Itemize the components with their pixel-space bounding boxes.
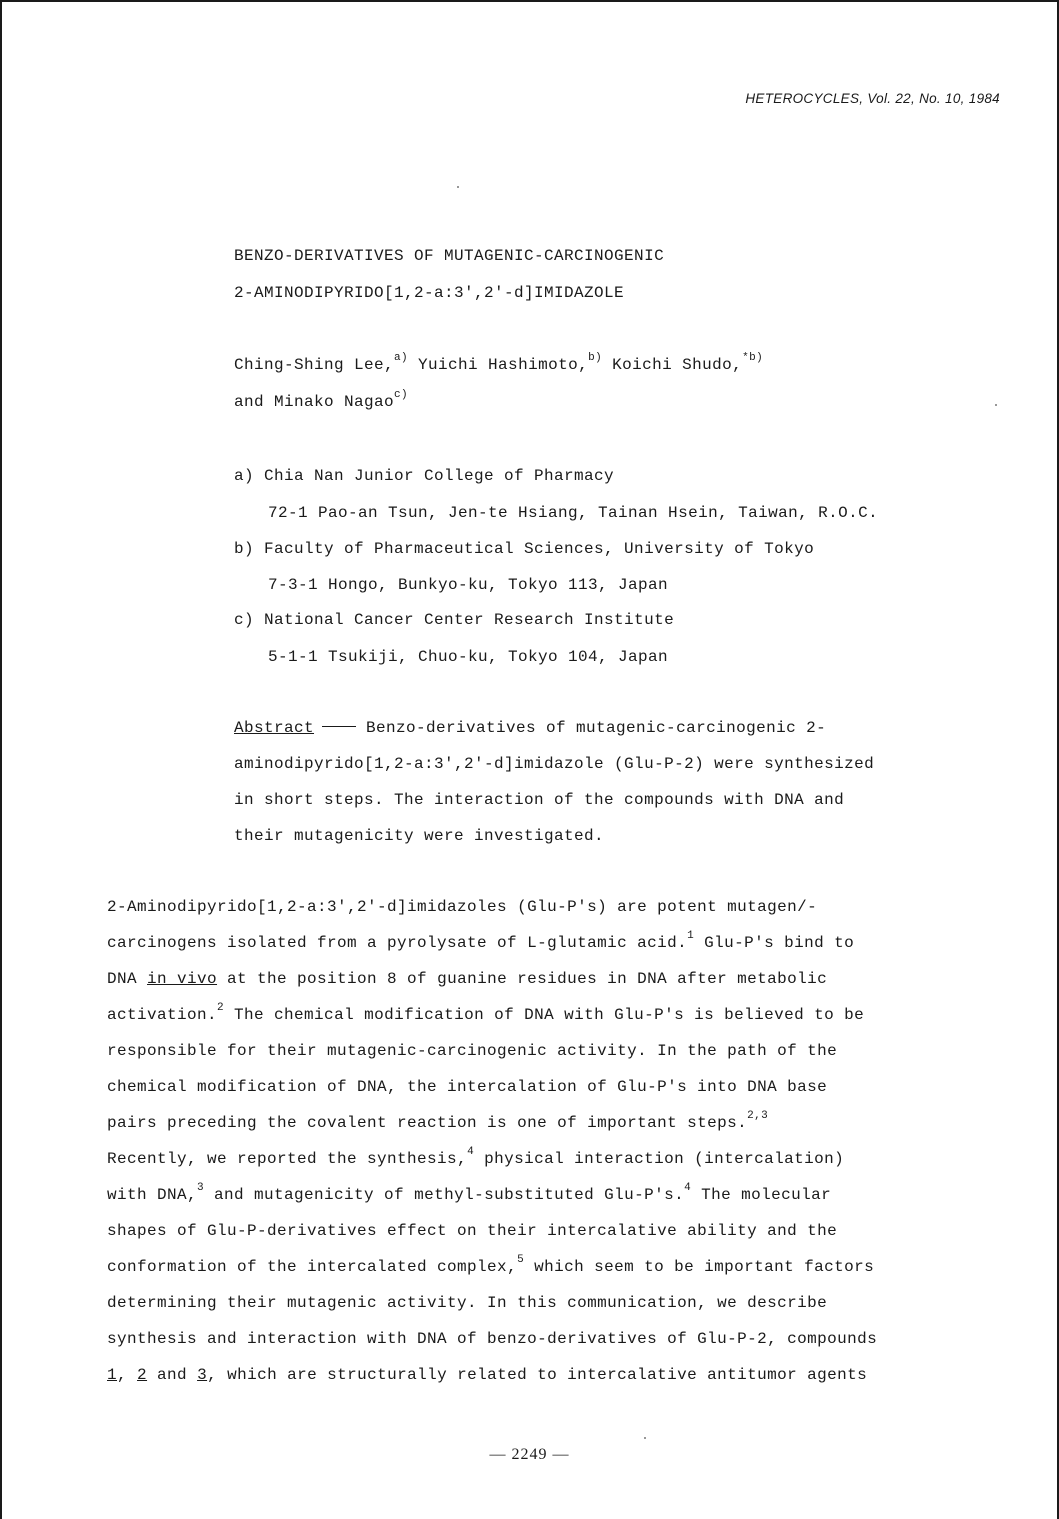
body-line-4-text: activation.: [107, 1006, 218, 1024]
page-number: — 2249 —: [489, 1446, 570, 1463]
body-line-4-text-b: The chemical modification of DNA with Glu-P's is believed to be: [224, 1006, 865, 1024]
page-border-top: [0, 0, 1059, 2]
compound-2: 2: [137, 1366, 148, 1384]
author-shudo: Koichi Shudo,: [602, 356, 743, 374]
citation-3: 3: [197, 1182, 205, 1194]
body-line-13: synthesis and interaction with DNA of benzo-derivatives of Glu-P-2, compounds: [107, 1330, 878, 1348]
abstract-text-1: Benzo-derivatives of mutagenic-carcinogenic 2-: [366, 719, 827, 737]
compound-1: 1: [107, 1366, 118, 1384]
body-line-3: [107, 970, 827, 988]
body-line-11: [107, 1254, 875, 1276]
abstract-line-2: aminodipyrido[1,2-a:3',2'-d]imidazole (Glu-P-2) were synthesized: [234, 755, 875, 773]
body-line-12: determining their mutagenic activity. In this communication, we describe: [107, 1294, 828, 1312]
affiliation-c-address: 5-1-1 Tsukiji, Chuo-ku, Tokyo 104, Japan: [268, 648, 669, 666]
body-line-14-sep-b: and: [147, 1366, 198, 1384]
citation-5: 5: [517, 1254, 525, 1266]
citation-4: 4: [467, 1146, 475, 1158]
body-line-11-text: conformation of the intercalated complex,: [107, 1258, 518, 1276]
journal-header: HETEROCYCLES, Vol. 22, No. 10, 1984: [745, 91, 1000, 106]
body-line-7-text: pairs preceding the covalent reaction is one of important steps.: [107, 1114, 748, 1132]
body-line-14: [107, 1366, 867, 1384]
citation-2-3: 2,3: [747, 1110, 769, 1122]
abstract-line-1: [234, 719, 826, 737]
affiliation-c-name: c) National Cancer Center Research Institute: [234, 611, 675, 629]
body-line-6: chemical modification of DNA, the intercalation of Glu-P's into DNA base: [107, 1078, 828, 1096]
author-nagao-affil: c): [394, 389, 409, 401]
body-line-9: [107, 1182, 832, 1204]
body-line-8-text: Recently, we reported the synthesis,: [107, 1150, 468, 1168]
body-line-11-text-b: which seem to be important factors: [524, 1258, 875, 1276]
citation-2: 2: [217, 1002, 225, 1014]
scan-speck: [457, 186, 459, 188]
title-line-1: BENZO-DERIVATIVES OF MUTAGENIC-CARCINOGENIC: [234, 247, 665, 265]
body-line-9-text-c: The molecular: [691, 1186, 832, 1204]
body-line-3-text: DNA: [107, 970, 148, 988]
body-line-7: [107, 1110, 769, 1132]
affiliation-b-address: 7-3-1 Hongo, Bunkyo-ku, Tokyo 113, Japan: [268, 576, 669, 594]
body-line-4: [107, 1002, 865, 1024]
author-lee-affil: a): [394, 352, 409, 364]
affiliation-a-name: a) Chia Nan Junior College of Pharmacy: [234, 467, 615, 485]
author-shudo-affil: *b): [742, 352, 764, 364]
title-line-2: 2-AMINODIPYRIDO[1,2-a:3',2'-d]IMIDAZOLE: [234, 284, 625, 302]
citation-4b: 4: [684, 1182, 692, 1194]
citation-1: 1: [687, 930, 695, 942]
body-line-5: responsible for their mutagenic-carcinogenic activity. In the path of the: [107, 1042, 838, 1060]
author-lee: Ching-Shing Lee,: [234, 356, 395, 374]
author-nagao: and Minako Nagao: [234, 393, 395, 411]
author-line-1: [234, 352, 764, 374]
page-border-left: [0, 0, 2, 1519]
author-line-2: [234, 389, 409, 411]
author-hashimoto: Yuichi Hashimoto,: [408, 356, 589, 374]
compound-3: 3: [197, 1366, 208, 1384]
in-vivo-term: in vivo: [147, 970, 218, 988]
affiliation-b-name: b) Faculty of Pharmaceutical Sciences, University of Tokyo: [234, 540, 815, 558]
abstract-label: Abstract: [234, 719, 315, 737]
body-line-2-text: carcinogens isolated from a pyrolysate of L-glutamic acid.: [107, 934, 688, 952]
body-line-8: [107, 1146, 845, 1168]
body-line-2-text-b: Glu-P's bind to: [694, 934, 855, 952]
body-line-2: [107, 930, 855, 952]
body-line-10: shapes of Glu-P-derivatives effect on their intercalative ability and the: [107, 1222, 838, 1240]
affiliation-a-address: 72-1 Pao-an Tsun, Jen-te Hsiang, Tainan Hsein, Taiwan, R.O.C.: [268, 504, 879, 522]
author-hashimoto-affil: b): [588, 352, 603, 364]
body-line-1: 2-Aminodipyrido[1,2-a:3',2'-d]imidazoles (Glu-P's) are potent mutagen/-: [107, 898, 818, 916]
scan-speck: [995, 404, 997, 406]
body-line-14-sep-a: ,: [117, 1366, 138, 1384]
body-line-9-text-b: and mutagenicity of methyl-substituted Glu-P's.: [204, 1186, 685, 1204]
abstract-dash: [322, 726, 356, 727]
abstract-line-3: in short steps. The interaction of the compounds with DNA and: [234, 791, 845, 809]
body-line-14-text: , which are structurally related to intercalative antitumor agents: [207, 1366, 868, 1384]
body-line-3-text-b: at the position 8 of guanine residues in DNA after metabolic: [217, 970, 828, 988]
body-line-9-text: with DNA,: [107, 1186, 198, 1204]
scan-speck: [644, 1437, 646, 1439]
abstract-line-4: their mutagenicity were investigated.: [234, 827, 605, 845]
body-line-8-text-b: physical interaction (intercalation): [474, 1150, 845, 1168]
